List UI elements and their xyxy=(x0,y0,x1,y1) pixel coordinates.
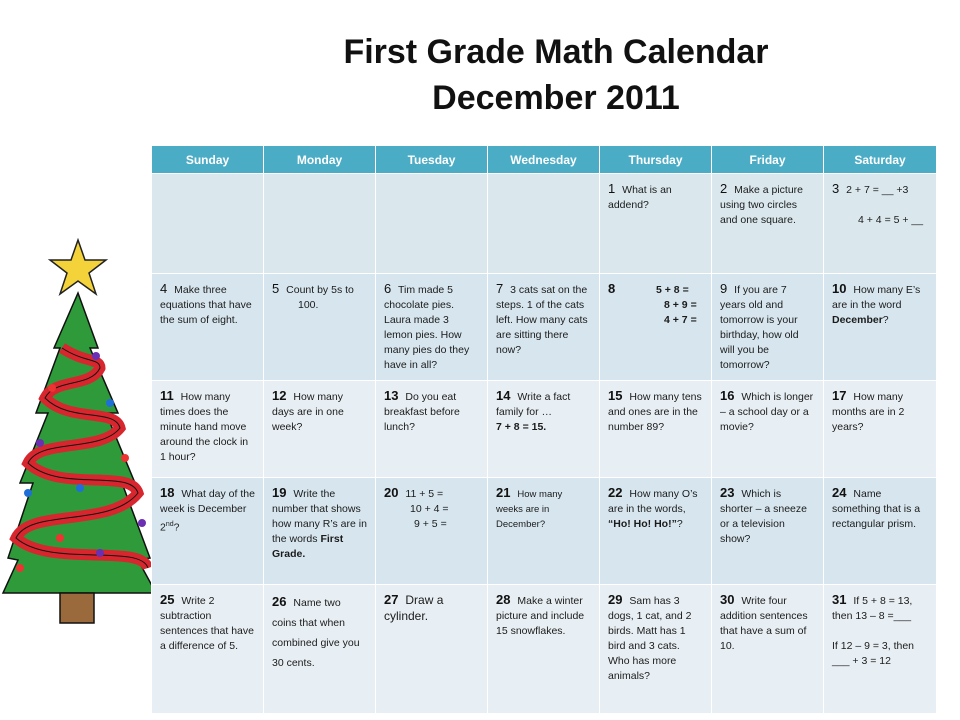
day-text: Write the number that shows how many R’s are in the words xyxy=(272,488,367,545)
weekday-header-row xyxy=(152,146,937,174)
day-cell-10 xyxy=(824,274,937,381)
day-number: 27 xyxy=(384,592,399,607)
week-row-1 xyxy=(152,174,937,274)
header-wednesday: Wednesday xyxy=(488,146,600,174)
calendar-table xyxy=(151,145,937,714)
day-text: Write a fact family for … xyxy=(496,391,571,418)
page-subtitle: December 2011 xyxy=(432,79,680,117)
day-cell-12 xyxy=(264,381,376,478)
day-number: 1 xyxy=(608,181,616,196)
day-number: 5 xyxy=(272,281,280,296)
day-number: 24 xyxy=(832,485,847,500)
day-text: Count by 5s to xyxy=(286,284,354,296)
day-text: Tim made 5 chocolate pies. Laura made 3 lemon pies. How many pies do they have in all? xyxy=(384,284,470,371)
day-text: Make a winter picture and include 15 snowflakes. xyxy=(496,595,585,637)
day-number: 13 xyxy=(384,388,399,403)
day-number: 8 xyxy=(608,281,616,296)
day-cell-18 xyxy=(152,478,264,585)
day-cell-6 xyxy=(376,274,488,381)
day-cell-13 xyxy=(376,381,488,478)
tree-star-icon xyxy=(50,240,106,294)
day-cell-3 xyxy=(824,174,937,274)
day-number: 16 xyxy=(720,388,735,403)
day-cell-26 xyxy=(264,585,376,714)
week-row-2 xyxy=(152,274,937,381)
header-friday: Friday xyxy=(712,146,824,174)
day-number: 25 xyxy=(160,592,175,607)
day-text: Write 2 subtraction sentences that have a difference of 5. xyxy=(160,595,254,652)
day-text-bold: 7 + 8 = 15. xyxy=(496,421,547,433)
day-number: 31 xyxy=(832,592,847,607)
day-number: 10 xyxy=(832,281,847,296)
week-row-3 xyxy=(152,381,937,478)
day-text: ? xyxy=(882,314,889,326)
day-text: What day of the week is December 2 xyxy=(160,488,255,534)
day-cell-7 xyxy=(488,274,600,381)
day-text: How many times does the minute hand move around the clock in 1 hour? xyxy=(160,391,249,463)
day-number: 2 xyxy=(720,181,728,196)
day-text: Make a picture using two circles and one square. xyxy=(720,184,804,226)
day-text: How many months are in 2 years? xyxy=(832,391,905,433)
day-text-bold: “Ho! Ho! Ho!” xyxy=(608,518,677,530)
day-number: 3 xyxy=(832,181,840,196)
day-number: 23 xyxy=(720,485,735,500)
day-cell-9 xyxy=(712,274,824,381)
day-text: Name two coins that when combined give you 30 cents. xyxy=(272,597,360,669)
day-number: 7 xyxy=(496,281,504,296)
day-cell-19 xyxy=(264,478,376,585)
tree-trunk xyxy=(60,593,94,623)
day-text: How many weeks are in December? xyxy=(496,489,563,530)
day-cell-25 xyxy=(152,585,264,714)
day-cell-15 xyxy=(600,381,712,478)
day-text: If you are 7 years old and tomorrow is your birthday, how old will you be tomorrow? xyxy=(720,284,799,371)
christmas-tree-illustration xyxy=(0,238,158,668)
header-tuesday: Tuesday xyxy=(376,146,488,174)
day-text: 4 + 4 = 5 + __ xyxy=(858,214,924,226)
empty-cell xyxy=(488,174,600,274)
day-cell-16 xyxy=(712,381,824,478)
day-number: 15 xyxy=(608,388,623,403)
day-text: 8 + 9 = xyxy=(664,299,697,311)
day-text-bold: First Grade. xyxy=(272,533,344,560)
day-text: 5 + 8 = xyxy=(656,284,689,296)
day-text: ? xyxy=(676,518,683,530)
day-cell-30 xyxy=(712,585,824,714)
day-cell-11 xyxy=(152,381,264,478)
day-number: 14 xyxy=(496,388,511,403)
day-cell-31 xyxy=(824,585,937,714)
header-saturday: Saturday xyxy=(824,146,937,174)
empty-cell xyxy=(152,174,264,274)
day-number: 6 xyxy=(384,281,392,296)
day-cell-29 xyxy=(600,585,712,714)
day-text: Name something that is a rectangular prism. xyxy=(832,488,921,530)
week-row-4 xyxy=(152,478,937,585)
day-cell-14 xyxy=(488,381,600,478)
day-text: Make three equations that have the sum of eight. xyxy=(160,284,252,326)
day-number: 20 xyxy=(384,485,399,500)
header-sunday: Sunday xyxy=(152,146,264,174)
day-text: Draw a cylinder. xyxy=(384,593,444,623)
day-number: 26 xyxy=(272,594,287,609)
day-cell-24 xyxy=(824,478,937,585)
day-text-sup: nd xyxy=(165,521,174,528)
week-row-5 xyxy=(152,585,937,714)
day-number: 17 xyxy=(832,388,847,403)
empty-cell xyxy=(264,174,376,274)
day-text: How many days are in one week? xyxy=(272,391,344,433)
day-number: 11 xyxy=(160,388,174,403)
day-text: Which is longer – a school day or a movie? xyxy=(720,391,814,433)
header-monday: Monday xyxy=(264,146,376,174)
day-text: 3 cats sat on the steps. 1 of the cats left. How many cats are sitting there now? xyxy=(496,284,588,356)
day-text: Sam has 3 dogs, 1 cat, and 2 birds. Matt has 1 bird and 3 cats. Who has more animals? xyxy=(608,595,692,682)
page-title: First Grade Math Calendar xyxy=(343,33,769,71)
day-cell-8 xyxy=(600,274,712,381)
day-text-bold: December xyxy=(832,314,883,326)
header-thursday: Thursday xyxy=(600,146,712,174)
day-text: 10 + 4 = xyxy=(410,503,449,515)
day-text: 100. xyxy=(298,299,319,311)
empty-cell xyxy=(376,174,488,274)
day-number: 22 xyxy=(608,485,623,500)
day-text: 11 + 5 = xyxy=(405,488,444,500)
day-cell-28 xyxy=(488,585,600,714)
day-number: 28 xyxy=(496,592,511,607)
day-cell-1 xyxy=(600,174,712,274)
day-cell-22 xyxy=(600,478,712,585)
day-cell-5 xyxy=(264,274,376,381)
day-number: 18 xyxy=(160,485,175,500)
day-cell-27 xyxy=(376,585,488,714)
day-text: Do you eat breakfast before lunch? xyxy=(384,391,460,433)
day-text: If 12 – 9 = 3, then ___ + 3 = 12 xyxy=(832,640,915,667)
day-text: 9 + 5 = xyxy=(414,518,447,530)
day-cell-4 xyxy=(152,274,264,381)
day-text: What is an addend? xyxy=(608,184,672,211)
day-number: 12 xyxy=(272,388,287,403)
day-cell-20 xyxy=(376,478,488,585)
day-text: Write four addition sentences that have a sum of 10. xyxy=(720,595,808,652)
day-text: If 5 + 8 = 13, then 13 – 8 =___ xyxy=(832,595,913,622)
day-text: ? xyxy=(173,521,180,534)
day-number: 29 xyxy=(608,592,623,607)
day-number: 19 xyxy=(272,485,287,500)
day-text: Which is shorter – a sneeze or a television show? xyxy=(720,488,807,545)
day-cell-21 xyxy=(488,478,600,585)
day-cell-23 xyxy=(712,478,824,585)
day-text: How many O’s are in the words, xyxy=(608,488,698,515)
day-text: 2 + 7 = __ +3 xyxy=(846,184,909,196)
day-number: 9 xyxy=(720,281,728,296)
day-text: How many tens and ones are in the number 89? xyxy=(608,391,702,433)
day-cell-17 xyxy=(824,381,937,478)
day-number: 21 xyxy=(496,485,511,500)
day-cell-2 xyxy=(712,174,824,274)
day-number: 4 xyxy=(160,281,168,296)
day-text: How many E’s are in the word xyxy=(832,284,921,311)
day-number: 30 xyxy=(720,592,735,607)
day-text: 4 + 7 = xyxy=(664,314,697,326)
